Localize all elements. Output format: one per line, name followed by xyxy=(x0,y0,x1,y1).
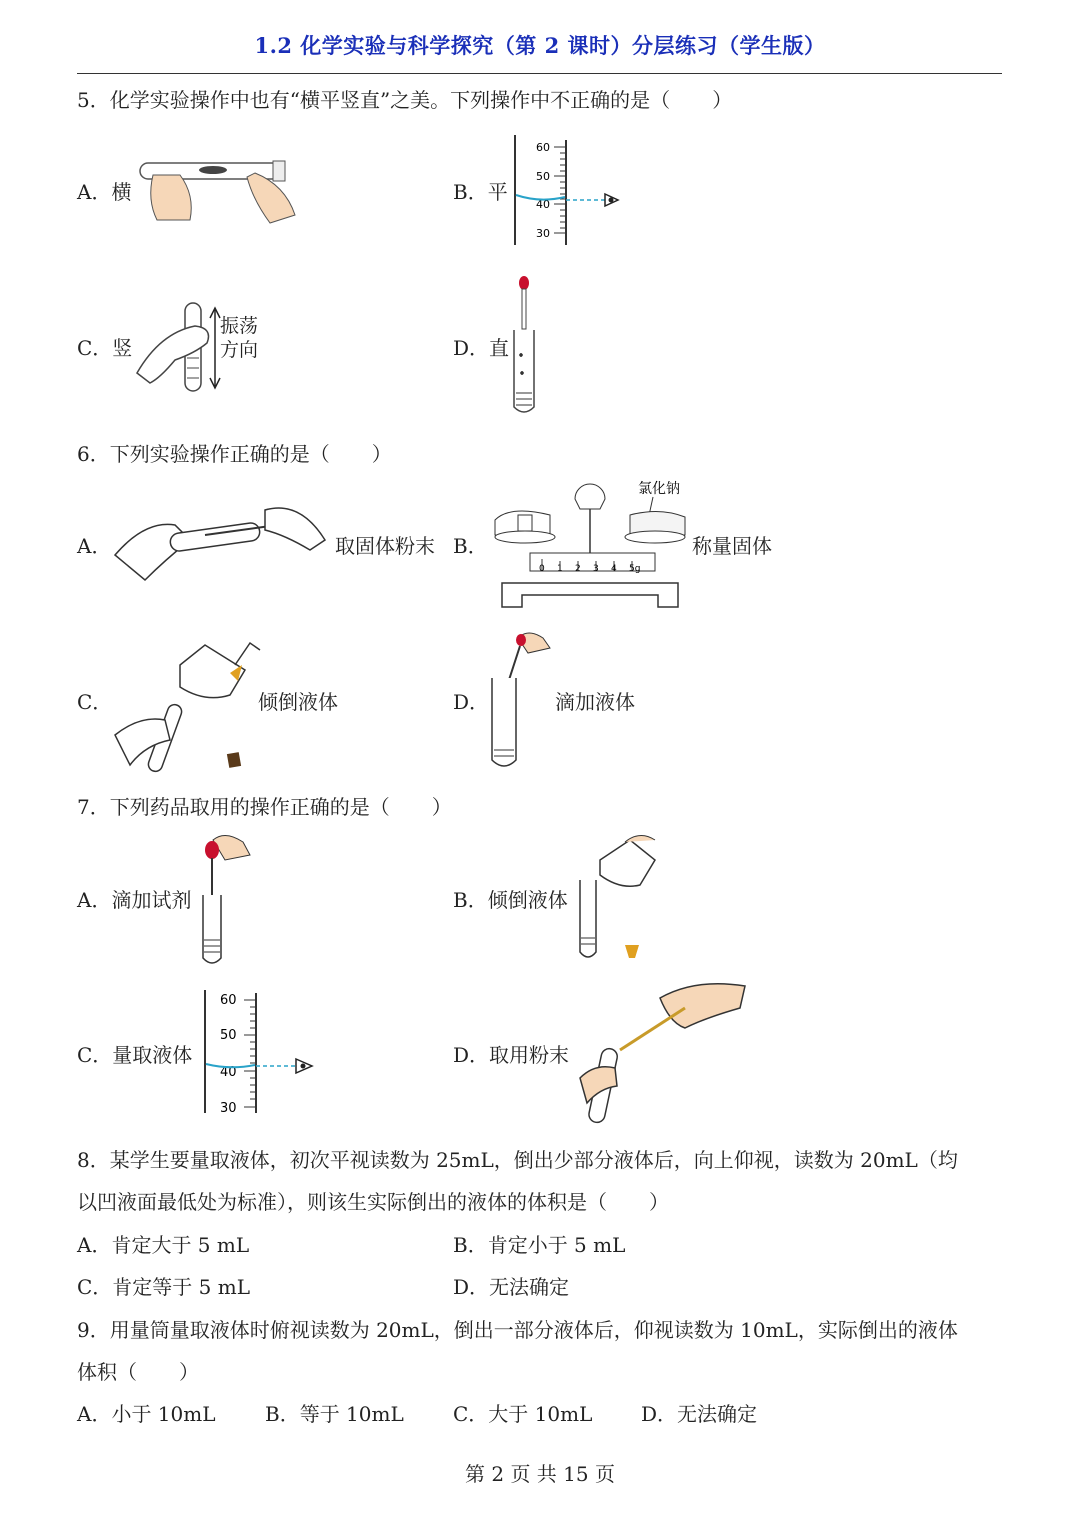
q9-stem-line2: 体积（ ） xyxy=(77,1360,199,1384)
q5-option-d[interactable]: D．直 xyxy=(453,336,510,360)
q9-stem-line1: 9．用量筒量取液体时俯视读数为 20mL，倒出一部分液体后，仰视读数为 10mL，实际倒出的液体 xyxy=(77,1318,958,1342)
q5-stem: 5．化学实验操作中也有“横平竖直”之美。下列操作中不正确的是（ ） xyxy=(77,88,733,112)
q5-fig-b-graduated-cylinder xyxy=(510,135,625,250)
q5-c-label-shake: 振荡 xyxy=(220,315,259,337)
q5-b-tick: 40 xyxy=(536,198,550,211)
q6-stem: 6．下列实验操作正确的是（ ） xyxy=(77,442,392,466)
q6-option-b[interactable]: B． xyxy=(453,534,488,558)
q5-b-tick: 30 xyxy=(536,227,550,240)
q7-fig-b-pouring xyxy=(575,830,665,965)
q6-option-a[interactable]: A． xyxy=(77,534,112,558)
q9-option-b[interactable]: B．等于 10mL xyxy=(265,1402,404,1426)
q7-option-d[interactable]: D．取用粉末 xyxy=(453,1043,570,1067)
eye-icon xyxy=(605,194,618,206)
q9-option-a[interactable]: A．小于 10mL xyxy=(77,1402,216,1426)
q6-fig-d-dropping xyxy=(488,628,558,773)
q8-option-a[interactable]: A．肯定大于 5 mL xyxy=(77,1233,250,1257)
q7-fig-c-graduated-cylinder xyxy=(200,988,320,1118)
q6-c-caption: 倾倒液体 xyxy=(258,690,338,714)
q6-a-caption: 取固体粉末 xyxy=(335,534,435,558)
q6-scale-tick: 1 xyxy=(557,564,563,574)
q8-option-c[interactable]: C．肯定等于 5 mL xyxy=(77,1275,250,1299)
q5-c-label-direction: 方向 xyxy=(220,339,259,361)
q7-option-b[interactable]: B．倾倒液体 xyxy=(453,888,568,912)
q6-scale-tick: 3 xyxy=(593,564,599,574)
q6-b-sample-label: 氯化钠 xyxy=(638,481,680,497)
q5-fig-d-dropper-vertical xyxy=(510,275,545,420)
q5-b-tick: 50 xyxy=(536,170,550,183)
q9-option-d[interactable]: D．无法确定 xyxy=(641,1402,758,1426)
q7-c-tick: 60 xyxy=(220,993,237,1008)
q7-c-tick: 30 xyxy=(220,1101,237,1116)
page-title: 1.2 化学实验与科学探究（第 2 课时）分层练习（学生版） xyxy=(254,33,826,58)
eye-icon xyxy=(296,1059,312,1073)
q6-scale-tick: 4 xyxy=(611,564,617,574)
q7-fig-d-powder-spatula xyxy=(575,978,755,1128)
q5-option-c[interactable]: C．竖 xyxy=(77,336,133,360)
q5-fig-a-test-tube-horizontal xyxy=(135,145,305,230)
q7-option-a[interactable]: A．滴加试剂 xyxy=(77,888,192,912)
q9-option-c[interactable]: C．大于 10mL xyxy=(453,1402,593,1426)
q6-d-caption: 滴加液体 xyxy=(555,690,635,714)
q8-stem-line2: 以凹液面最低处为标准），则该生实际倒出的液体的体积是（ ） xyxy=(77,1190,669,1214)
q6-scale-tick: 5g xyxy=(629,564,641,574)
q5-option-a[interactable]: A．横 xyxy=(77,180,132,204)
q6-option-d[interactable]: D． xyxy=(453,690,490,714)
page-number: 第 2 页 共 15 页 xyxy=(465,1462,615,1486)
q7-fig-a-dropper-in-tube xyxy=(195,830,255,970)
q5-option-b[interactable]: B．平 xyxy=(453,180,508,204)
q6-fig-c-pouring xyxy=(110,625,270,775)
q7-c-tick: 50 xyxy=(220,1028,237,1043)
q8-option-b[interactable]: B．肯定小于 5 mL xyxy=(453,1233,626,1257)
q6-option-c[interactable]: C． xyxy=(77,690,113,714)
q6-fig-a-powder-scoop xyxy=(115,500,335,590)
q6-b-caption: 称量固体 xyxy=(692,534,772,558)
q5-b-tick: 60 xyxy=(536,141,550,154)
q7-option-c[interactable]: C．量取液体 xyxy=(77,1043,193,1067)
q8-option-d[interactable]: D．无法确定 xyxy=(453,1275,570,1299)
header-divider xyxy=(77,73,1002,74)
q6-fig-b-balance xyxy=(490,475,690,610)
q6-scale-tick: 2 xyxy=(575,564,581,574)
q8-stem-line1: 8．某学生要量取液体，初次平视读数为 25mL，倒出少部分液体后，向上仰视，读数为 20mL（均 xyxy=(77,1148,958,1172)
q6-scale-tick: 0 xyxy=(539,564,545,574)
q7-stem: 7．下列药品取用的操作正确的是（ ） xyxy=(77,795,452,819)
q7-c-tick: 40 xyxy=(220,1065,237,1080)
